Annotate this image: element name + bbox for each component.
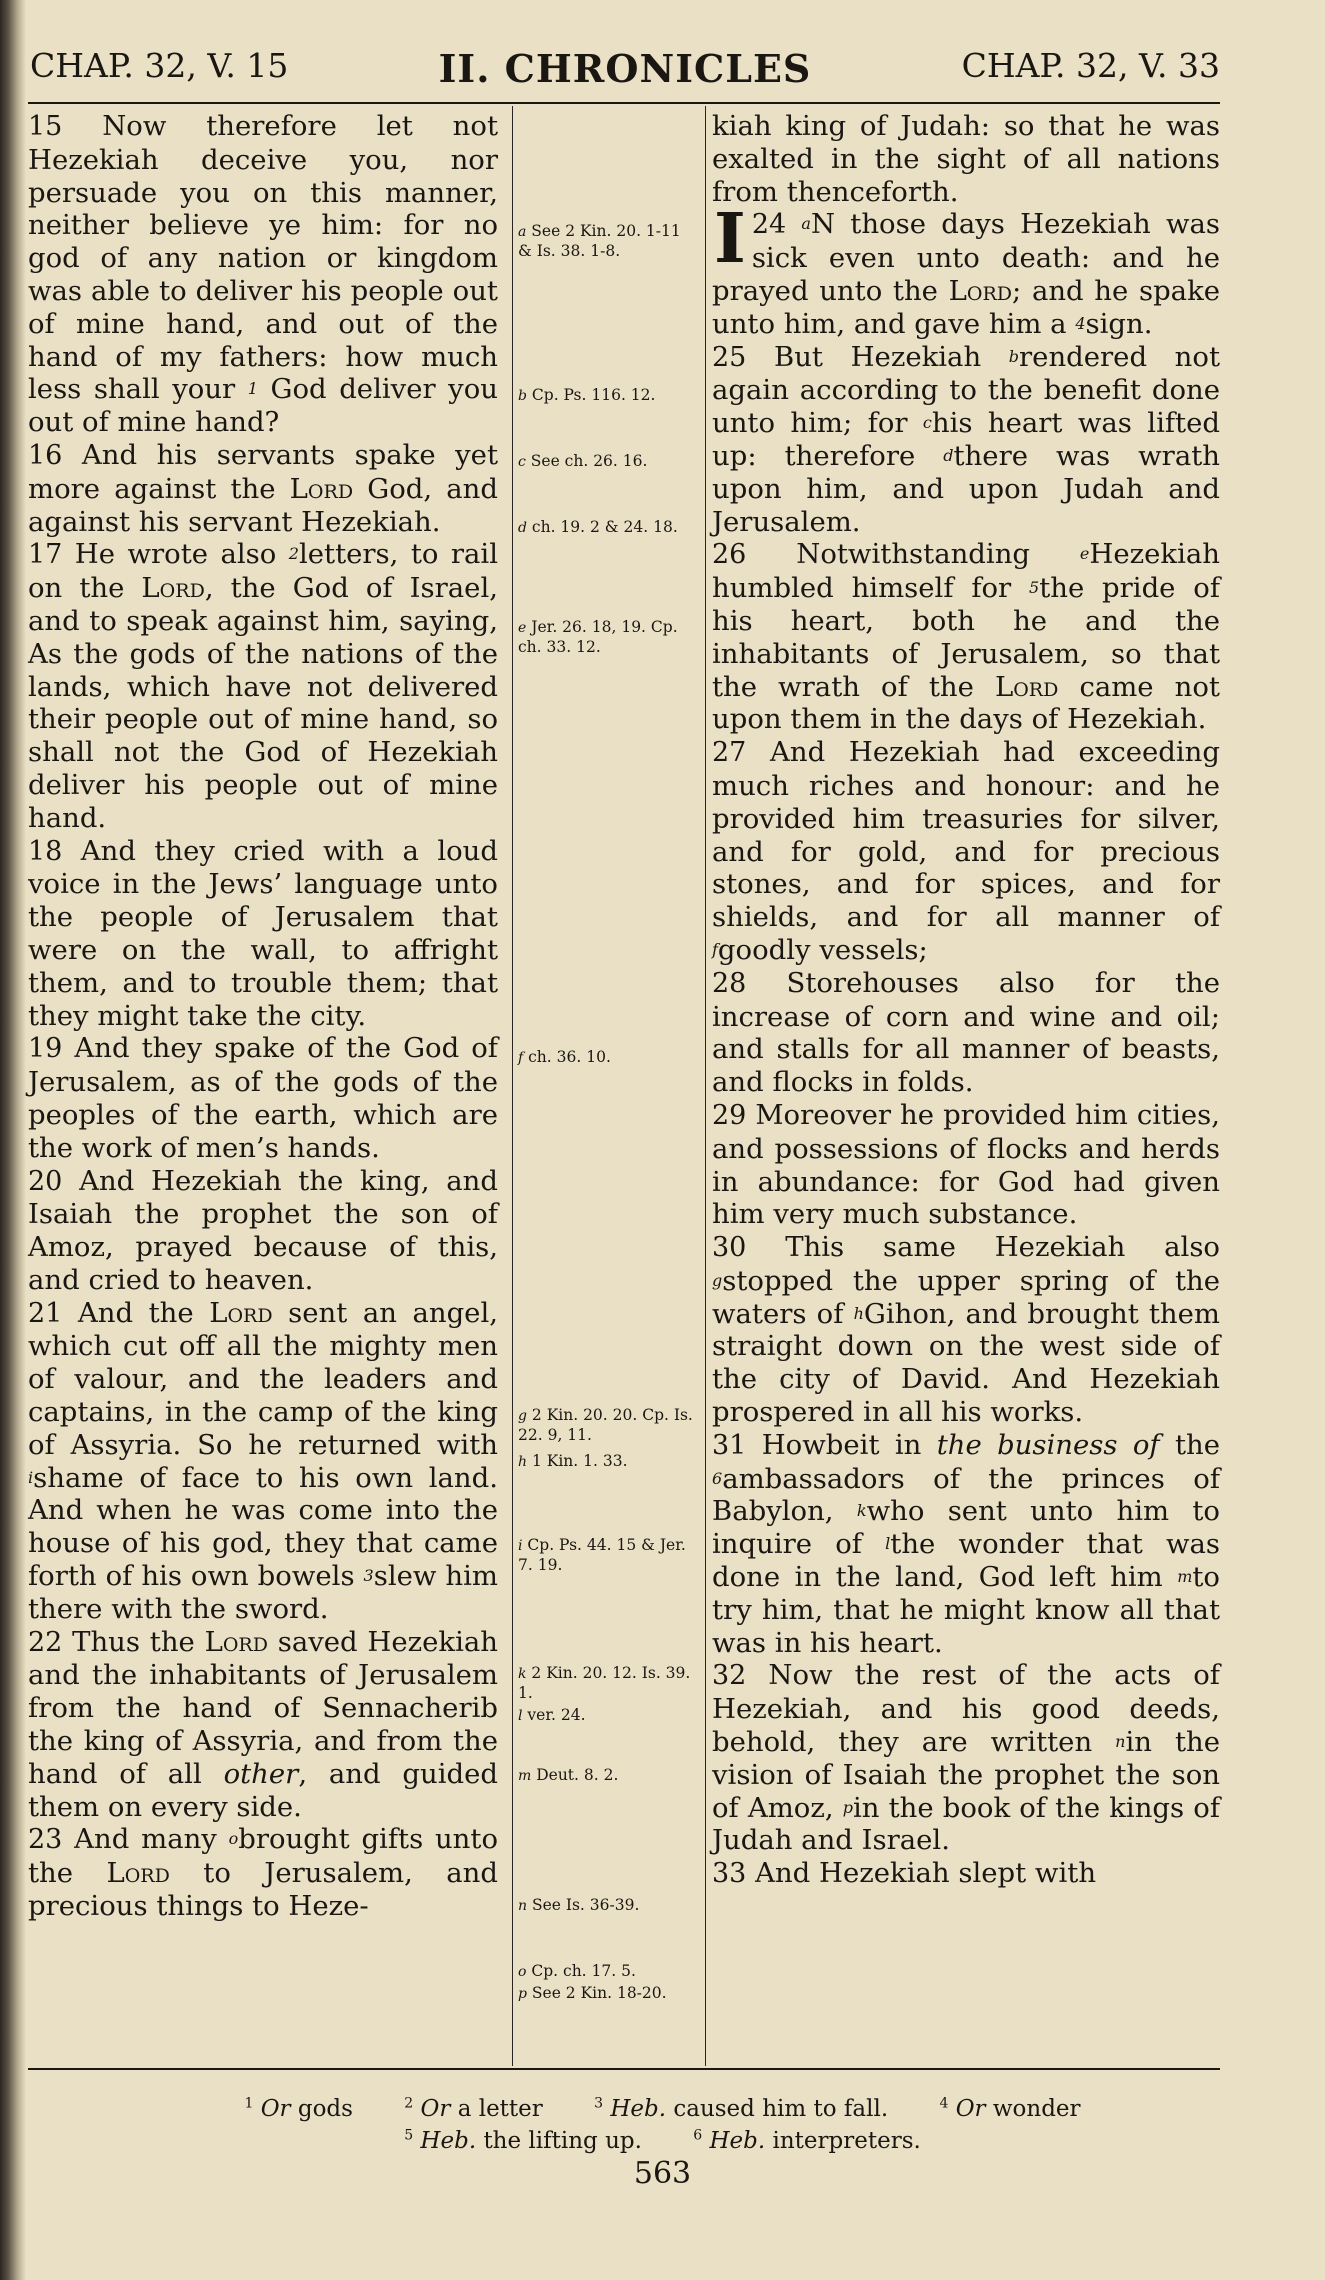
margin-ref-h: h 1 Kin. 1. 33. (518, 1452, 628, 1470)
cross-ref-mark: a (801, 214, 811, 234)
cross-ref-mark: d (943, 445, 954, 465)
footnote-mark: 1 (247, 379, 258, 399)
margin-ref-f: f ch. 36. 10. (518, 1048, 611, 1066)
margin-ref-d: d ch. 19. 2 & 24. 18. (518, 518, 678, 536)
cross-ref-mark: l (885, 1534, 891, 1554)
cross-ref-mark: h (853, 1303, 864, 1323)
margin-ref-e: e Jer. 26. 18, 19. Cp. ch. 33. 12. (518, 618, 678, 656)
footnote-6: $^6$ Heb. interpreters. (693, 2127, 921, 2155)
cross-ref-mark: o (228, 1829, 239, 1849)
cross-ref-mark: k (856, 1501, 867, 1521)
verse-23-continued: kiah king of Judah: so that he was exalted in the sight of all nations from thenceforth. (712, 110, 1220, 208)
verse-24: 24 $^a$ I N those days Hezekiah was sick even unto death: and he prayed unto the Lord; and he spake unto him, and gave him a $^4$sign. (712, 199, 1221, 340)
verse-17: 17 He wrote also $^2$letters, to rail on the Lord, the God of Israel, and to speak against him, saying, As the gods of the nations of the lands, which have not delivered their people out of mine hand, so shall not the God of Hezekiah deliver his people out of mine hand. (28, 538, 499, 834)
verse-29: 29 Moreover he provided him cities, and possessions of flocks and herds in abundance: for God had given him very much substance. (712, 1098, 1220, 1231)
left-text-column (28, 110, 498, 1923)
verse-25: 25 But Hezekiah $^b$rendered not again according to the benefit done unto him; for $^c$his heart was lifted up: therefore $^d$there was wrath upon him, and upon Judah and Jerusalem. (712, 340, 1220, 538)
margin-ref-c: c See ch. 26. 16. (518, 452, 648, 470)
cross-ref-mark: g (712, 1270, 723, 1290)
footnote-rule (28, 2068, 1220, 2070)
footnote-3: $^3$ Heb. caused him to fall. (594, 2095, 889, 2122)
header-rule (28, 102, 1220, 104)
verse-15: 15 Now therefore let not Hezekiah deceive you, nor persuade you on this manner, neither believe ye him: for no god of any nation or kingdom was able to deliver his people out of mine hand, and out of the hand of my fathers: how much less shall your $^1$ God deliver you out of mine hand? (28, 110, 498, 439)
footnote-5: $^5$ Heb. the lifting up. (404, 2127, 642, 2155)
footnotes (0, 2090, 1325, 2155)
verse-19: 19 And they spake of the God of Jerusalem, as of the gods of the peoples of the earth, which are the work of men’s hands. (28, 1032, 498, 1164)
right-text-column (712, 110, 1220, 1891)
verse-20: 20 And Hezekiah the king, and Isaiah the prophet the son of Amoz, prayed because of this, and cried to heaven. (28, 1164, 498, 1296)
margin-ref-l: l ver. 24. (518, 1706, 586, 1724)
margin-ref-m: m Deut. 8. 2. (518, 1766, 619, 1784)
footnote-mark: 5 (1029, 578, 1040, 598)
margin-ref-b: b Cp. Ps. 116. 12. (518, 386, 656, 404)
margin-ref-p: p See 2 Kin. 18-20. (518, 1984, 667, 2002)
footnote-mark: 3 (363, 1566, 374, 1586)
cross-ref-mark: b (1008, 346, 1020, 366)
running-header (30, 40, 1220, 100)
footnote-2: $^2$ Or a letter (404, 2095, 543, 2122)
verse-32: 32 Now the rest of the acts of Hezekiah, and his good deeds, behold, they are written $^n$in the vision of Isaiah the prophet the son of Amoz, $^p$in the book of the kings of Judah and Israel. (712, 1659, 1220, 1857)
header-left-reference: CHAP. 32, V. 15 (30, 46, 289, 85)
verse-23: 23 And many $^o$brought gifts unto the Lord to Jerusalem, and precious things to Heze- (28, 1823, 499, 1923)
page-number: 563 (633, 2156, 692, 2191)
drop-cap: I (714, 199, 746, 280)
verse-33: 33 And Hezekiah slept with (712, 1857, 1097, 1890)
footnote-mark: 2 (288, 544, 299, 564)
verse-22: 22 Thus the Lord saved Hezekiah and the inhabitants of Jerusalem from the hand of Sennacherib the king of Assyria, and from the hand of all other, and guided them on every side. (28, 1625, 499, 1823)
margin-ref-i: i Cp. Ps. 44. 15 & Jer. 7. 19. (518, 1536, 686, 1574)
verse-21: 21 And the Lord sent an angel, which cut off all the mighty men of valour, and the leaders and captains, in the camp of the king of Assyria. So he returned with $^i$shame of face to his own land. And when he was come into the house of his god, they that came forth of his own bowels $^3$slew him there with the sword. (28, 1296, 498, 1625)
verse-18: 18 And they cried with a loud voice in the Jews’ language unto the people of Jerusalem that were on the wall, to affright them, and to trouble them; that they might take the city. (28, 834, 498, 1032)
book-title: II. CHRONICLES (438, 46, 812, 91)
footnote-line-1 (0, 2090, 1325, 2123)
footnote-4: $^4$ Or wonder (939, 2095, 1081, 2122)
footnote-mark: 6 (712, 1468, 723, 1488)
verse-31: 31 Howbeit in the business of the $^6$ambassadors of the princes of Babylon, $^k$who sent unto him to inquire of $^l$the wonder that was done in the land, God left him $^m$to try him, that he might know all that was in his heart. (712, 1428, 1220, 1659)
cross-ref-mark: n (1115, 1732, 1126, 1752)
margin-ref-a: a See 2 Kin. 20. 1-11 & Is. 38. 1-8. (518, 222, 681, 260)
margin-ref-o: o Cp. ch. 17. 5. (518, 1962, 636, 1980)
verse-16: 16 And his servants spake yet more against the Lord God, and against his servant Hezekiah. (28, 438, 498, 538)
cross-ref-mark: p (842, 1797, 853, 1817)
book-gutter-shadow (0, 0, 26, 2280)
right-column-divider (705, 106, 706, 2066)
margin-ref-n: n See Is. 36-39. (518, 1896, 640, 1914)
verse-28: 28 Storehouses also for the increase of corn and wine and oil; and stalls for all manner of beasts, and flocks in folds. (712, 966, 1220, 1099)
verse-27: 27 And Hezekiah had exceeding much riches and honour: and he provided him treasuries for silver, and for gold, and for precious stones, and for spices, and for shields, and for all manner of $^f$goodly vessels; (712, 736, 1220, 966)
margin-ref-g: g 2 Kin. 20. 20. Cp. Is. 22. 9, 11. (518, 1406, 693, 1444)
cross-ref-mark: e (1079, 544, 1090, 564)
footnote-mark: 4 (1075, 313, 1086, 333)
cross-ref-mark: m (1177, 1567, 1193, 1587)
cross-ref-mark: c (922, 413, 932, 433)
footnote-line-2 (0, 2123, 1325, 2156)
footnote-1: $^1$ Or gods (244, 2095, 353, 2122)
margin-ref-k: k 2 Kin. 20. 12. Is. 39. 1. (518, 1664, 691, 1702)
cross-ref-mark: f (712, 939, 718, 959)
cross-ref-mark: i (28, 1467, 34, 1487)
header-right-reference: CHAP. 32, V. 33 (961, 46, 1220, 85)
verse-30: 30 This same Hezekiah also $^g$stopped the upper spring of the waters of $^h$Gihon, and brought them straight down on the west side of the city of David. And Hezekiah prospered in all his works. (712, 1231, 1220, 1429)
verse-26: 26 Notwithstanding $^e$Hezekiah humbled himself for $^5$the pride of his heart, both he and the inhabitants of Jerusalem, so that the wrath of the Lord came not upon them in the days of Hezekiah. (712, 538, 1220, 736)
left-column-divider (512, 106, 513, 2066)
